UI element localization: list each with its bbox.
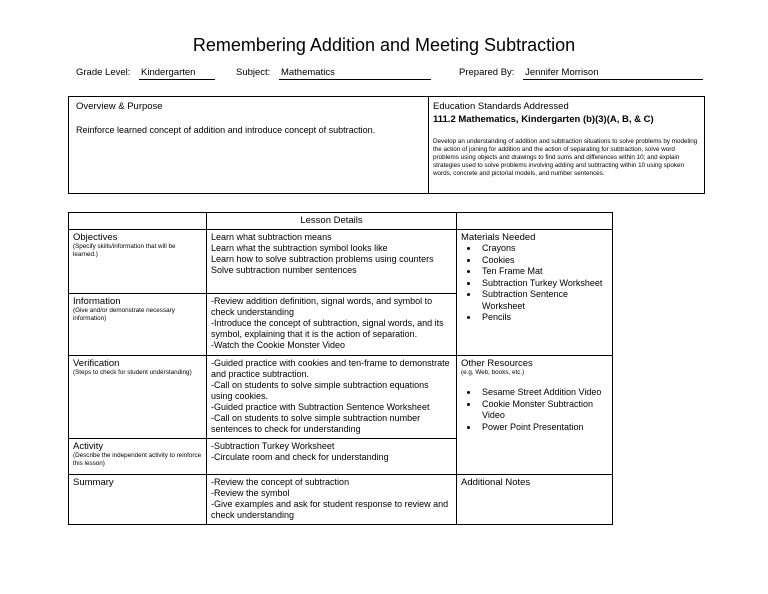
lesson-header-spacer xyxy=(69,213,207,230)
summary-label: Summary xyxy=(73,477,114,488)
list-item: • Pencils xyxy=(479,312,608,324)
lesson-header-blank xyxy=(457,213,613,230)
verification-line: -Call on students to solve simple subtraction number sentences to check for understanding xyxy=(211,413,421,434)
verification-line: -Call on students to solve simple subtraction equations using cookies. xyxy=(211,380,429,401)
list-item: • Ten Frame Mat xyxy=(479,266,608,278)
activity-line: -Subtraction Turkey Worksheet xyxy=(211,441,335,451)
grade-level-label: Grade Level: xyxy=(76,67,131,78)
grade-level-field xyxy=(76,67,215,80)
verification-sublabel: (Steps to check for student understanding) xyxy=(73,369,192,376)
verification-line: -Guided practice with cookies and ten-frame to demonstrate and practice subtraction. xyxy=(211,358,450,379)
table-row xyxy=(69,475,613,525)
activity-content xyxy=(207,439,457,475)
activity-line: -Circulate room and check for understanding xyxy=(211,452,389,462)
list-item: • Cookies xyxy=(479,255,608,267)
materials-list xyxy=(461,243,608,324)
additional-notes-cell xyxy=(457,475,613,525)
list-item: • Crayons xyxy=(479,243,608,255)
resources-subheading: (e.g. Web, books, etc.) xyxy=(461,369,525,376)
list-item: • Subtraction Sentence Worksheet xyxy=(479,289,608,312)
information-line: -Watch the Cookie Monster Video xyxy=(211,340,346,350)
table-row xyxy=(69,230,613,294)
summary-line: -Give examples and ask for student response to review and check understanding xyxy=(211,499,449,520)
activity-label-cell xyxy=(69,439,207,475)
summary-line: -Review the concept of subtraction xyxy=(211,477,350,487)
objectives-content xyxy=(207,230,457,294)
information-line: -Introduce the concept of subtraction, signal words, and its symbol, explaining that it is the action of separation. xyxy=(211,318,444,339)
overview-text: Reinforce learned concept of addition and introduce concept of subtraction. xyxy=(76,125,376,135)
overview-section xyxy=(69,97,429,193)
verification-label: Verification xyxy=(73,358,120,369)
verification-line: -Guided practice with Subtraction Sentence Worksheet xyxy=(211,402,430,412)
information-label-cell xyxy=(69,294,207,356)
resources-heading: Other Resources xyxy=(461,358,533,369)
verification-content xyxy=(207,356,457,439)
document-title: Remembering Addition and Meeting Subtraction xyxy=(192,35,576,55)
additional-notes-heading: Additional Notes xyxy=(461,477,531,488)
objectives-line: Learn what subtraction means xyxy=(211,232,332,242)
prepared-by-value: Jennifer Morrison xyxy=(523,67,703,80)
materials-heading: Materials Needed xyxy=(461,232,536,243)
standards-text: Develop an understanding of addition and subtraction situations to solve problems by modeling the action of joining for addition and the action of separating for subtraction, solve word problems using objects and drawings to find sums and differences within 10; and explain strategies used to solve problems involving adding and subtracting within 10 using spoken words, concrete and pictorial models, and number sentences. xyxy=(433,138,698,177)
overview-standards-box xyxy=(68,96,705,194)
table-row xyxy=(69,356,613,439)
objectives-line: Learn what the subtraction symbol looks like xyxy=(211,243,388,253)
lesson-details-header: Lesson Details xyxy=(207,213,457,230)
objectives-line: Learn how to solve subtraction problems using counters xyxy=(211,254,434,264)
resources-list xyxy=(461,387,608,433)
prepared-by-label: Prepared By: xyxy=(459,67,515,78)
information-content xyxy=(207,294,457,356)
grade-level-value: Kindergarten xyxy=(139,67,215,80)
lesson-details-table xyxy=(68,212,613,525)
resources-cell xyxy=(457,356,613,475)
materials-cell xyxy=(457,230,613,356)
subject-value: Mathematics xyxy=(279,67,431,80)
standards-heading: Education Standards Addressed xyxy=(433,101,569,112)
activity-label: Activity xyxy=(73,441,104,452)
information-label: Information xyxy=(73,296,121,307)
prepared-by-field xyxy=(459,67,703,80)
subject-label: Subject: xyxy=(236,67,271,78)
information-line: -Review addition definition, signal words, and symbol to check understanding xyxy=(211,296,433,317)
summary-content xyxy=(207,475,457,525)
list-item: • Power Point Presentation xyxy=(479,422,608,434)
summary-label-cell xyxy=(69,475,207,525)
list-item: • Cookie Monster Subtraction Video xyxy=(479,399,608,422)
activity-sublabel: (Describe the independent activity to reinforce this lesson) xyxy=(73,452,202,467)
standards-code: 111.2 Mathematics, Kindergarten (b)(3)(A, B, & C) xyxy=(433,114,654,125)
objectives-label-cell xyxy=(69,230,207,294)
summary-line: -Review the symbol xyxy=(211,488,290,498)
standards-section xyxy=(429,97,704,193)
objectives-line: Solve subtraction number sentences xyxy=(211,265,357,275)
objectives-label: Objectives xyxy=(73,232,118,243)
overview-heading: Overview & Purpose xyxy=(76,101,163,112)
information-sublabel: (Give and/or demonstrate necessary information) xyxy=(73,307,175,322)
objectives-sublabel: (Specify skills/information that will be learned.) xyxy=(73,243,176,258)
verification-label-cell xyxy=(69,356,207,439)
subject-field xyxy=(236,67,431,80)
list-item: • Sesame Street Addition Video xyxy=(479,387,608,399)
list-item: • Subtraction Turkey Worksheet xyxy=(479,278,608,290)
